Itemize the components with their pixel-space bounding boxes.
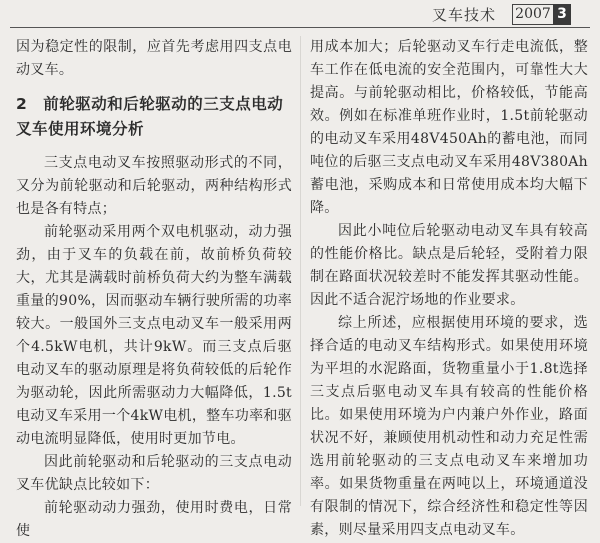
issue-year: 2007 [512, 4, 554, 25]
section-heading: 2 前轮驱动和后轮驱动的三支点电动叉车使用环境分析 [16, 95, 284, 138]
journal-title: 叉车技术 [432, 6, 497, 24]
left-column [16, 36, 292, 543]
carry-over-paragraph: 因为稳定性的限制，应首先考虑用四支点电动叉车。 [16, 39, 292, 78]
paragraph: 用成本加大；后轮驱动叉车行走电流低，整车工作在低电流的安全范围内，可靠性大大提高。与前轮驱动相比，价格较低，节能高效。例如在标准单班作业时，1.5t前轮驱动的电动叉车采用48V450Ah的蓄电池，而同吨位的后驱三支点电动叉车采用48V380Ah蓄电池，采购成本和日常使用成本均大幅下降。 [310, 39, 588, 216]
paragraph: 前轮驱动动力强劲，使用时费电，日常使 [16, 500, 292, 539]
paragraph: 三支点电动叉车按照驱动形式的不同，又分为前轮驱动和后轮驱动，两种结构形式也是各有特点； [16, 155, 292, 217]
column-divider [300, 36, 301, 506]
paragraph: 因此前轮驱动和后轮驱动的三支点电动叉车优缺点比较如下： [16, 454, 292, 493]
paragraph: 综上所述，应根据使用环境的要求，选择合适的电动叉车结构形式。如果使用环境为平坦的水泥路面，货物重量小于1.8t选择三支点后驱电动叉车具有较高的性能价格比。如果使用环境为户内兼户外作业，路面状况不好，兼顾使用机动性和动力充足性需选用前轮驱动的三支点电动叉车来增加功率。如果货物重量在两吨以上，环境通道没有限制的情况下，综合经济性和稳定性等因素，则尽量采用四支点电动叉车。 [310, 315, 588, 538]
paragraph: 因此小吨位后轮驱动电动叉车具有较高的性能价格比。缺点是后轮轻，受附着力限制在路面状况较差时不能发挥其驱动性能。因此不适合泥泞场地的作业要求。 [310, 223, 588, 308]
page-number: 3 [553, 4, 571, 25]
paragraph: 前轮驱动采用两个双电机驱动，动力强劲，由于叉车的负载在前，故前桥负荷较大，尤其是满载时前桥负荷大约为整车满载重量的90%，因而驱动车辆行驶所需的功率较大。一般国外三支点电动叉车一般采用两个4.5kW电机，共计9kW。而三支点后驱电动叉车的驱动原理是将负荷较低的后轮作为驱动轮，因此所需驱动力大幅降低，1.5t电动叉车采用一个4kW电机，整车功率和驱动电流明显降低，使用时更加节电。 [16, 224, 292, 447]
right-column [310, 36, 588, 542]
header-rule [10, 27, 590, 28]
